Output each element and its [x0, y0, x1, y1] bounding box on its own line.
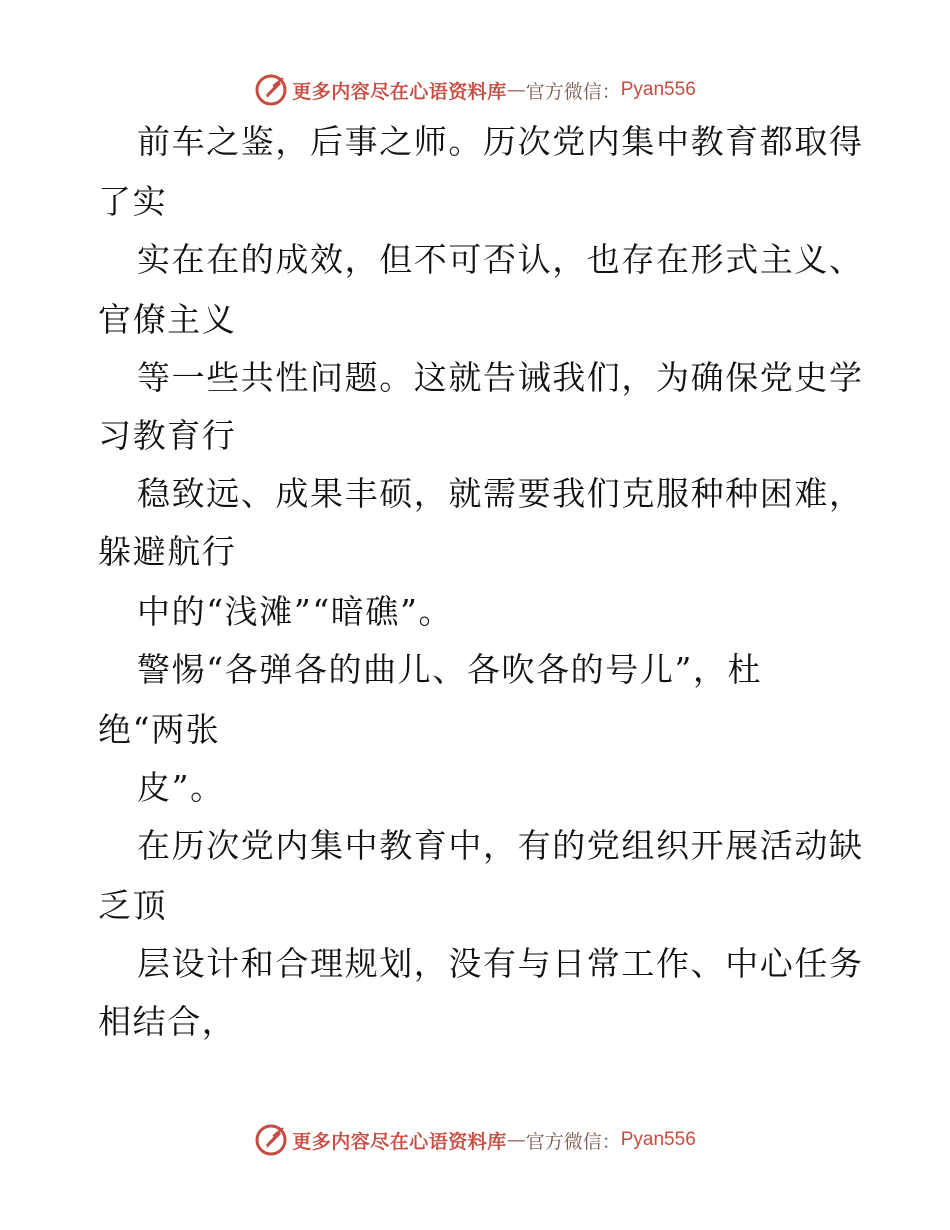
footer-banner: [0, 1120, 950, 1160]
footer-banner-subtitle: 官方微信：: [525, 1130, 621, 1153]
text-line-16: 相结合，: [98, 1002, 237, 1041]
footer-banner-title: 更多内容尽在心语资料库: [292, 1130, 507, 1153]
text-line-11: 绝“两张: [98, 710, 221, 749]
header-banner-separator: —: [506, 79, 526, 101]
text-line-7: 稳致远、成果丰硕，就需要我们克服种种困难，: [137, 474, 864, 513]
header-banner-wechat-id: Pyan556: [620, 79, 696, 100]
text-line-15: 层设计和合理规划，没有与日常工作、中心任务: [137, 944, 864, 983]
text-line-13: 在历次党内集中教育中，有的党组织开展活动缺: [137, 826, 864, 865]
text-line-14: 乏顶: [98, 886, 168, 925]
text-line-10: 警惕“各弹各的曲儿、各吹各的号儿”，杜: [137, 650, 763, 689]
header-banner: [0, 70, 950, 110]
text-line-5: 等一些共性问题。这就告诫我们，为确保党史学: [137, 358, 864, 397]
text-line-9: 中的“浅滩”“暗礁”。: [137, 592, 454, 631]
text-line-8: 躲避航行: [98, 532, 237, 571]
footer-banner-wechat-id: Pyan556: [620, 1129, 696, 1150]
quill-pen-circle-icon: [254, 73, 288, 107]
quill-pen-circle-icon: [254, 1123, 288, 1157]
header-banner-subtitle: 官方微信：: [525, 80, 621, 103]
footer-banner-separator: —: [506, 1129, 526, 1151]
text-line-2: 了实: [98, 182, 168, 221]
header-banner-title: 更多内容尽在心语资料库: [292, 80, 507, 103]
text-line-6: 习教育行: [98, 416, 237, 455]
text-line-1: 前车之鉴，后事之师。历次党内集中教育都取得: [137, 122, 864, 161]
text-line-4: 官僚主义: [98, 300, 237, 339]
text-line-3: 实在在的成效，但不可否认，也存在形式主义、: [137, 240, 864, 279]
text-line-12: 皮”。: [137, 768, 225, 807]
